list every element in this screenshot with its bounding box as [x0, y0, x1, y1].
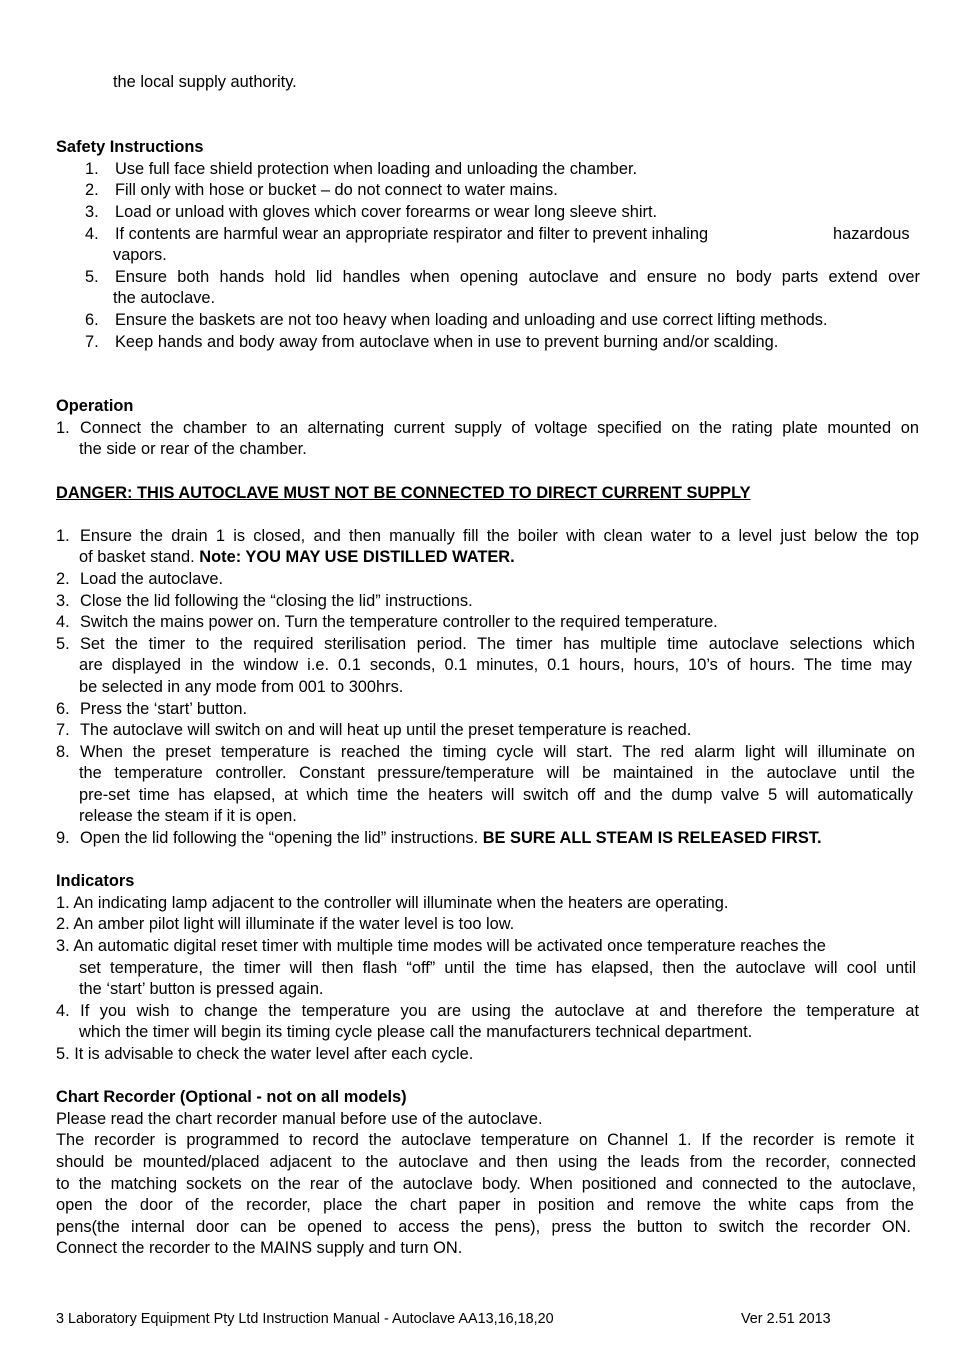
safety-item [85, 224, 708, 246]
item-continuation: release the steam if it is open. [79, 807, 297, 825]
item-number: 1. [56, 419, 70, 437]
item-text: Ensure the baskets are not too heavy when loading and unloading and use correct lifting methods. [115, 311, 828, 329]
indicator-item: 4. If you wish to change the temperature you are using the autoclave at and therefore the temperature at [56, 1002, 919, 1020]
item-number: 5. [56, 635, 70, 653]
item-text: Press the ‘start’ button. [80, 700, 248, 718]
operation-step [56, 526, 919, 548]
item-text: Fill only with hose or bucket – do not connect to water mains. [115, 181, 558, 199]
item-number: 7. [85, 333, 99, 351]
indicator-item: 5. It is advisable to check the water level after each cycle. [56, 1045, 474, 1063]
item-text: Keep hands and body away from autoclave when in use to prevent burning and/or scalding. [115, 333, 779, 351]
operation-step [56, 742, 915, 764]
paragraph-line: The recorder is programmed to record the autoclave temperature on Channel 1. If the recorder is remote it [56, 1131, 914, 1149]
item-text: If contents are harmful wear an appropriate respirator and filter to prevent inhaling [115, 225, 709, 243]
item-continuation: be selected in any mode from 001 to 300hrs. [79, 678, 404, 696]
chart-recorder-heading: Chart Recorder (Optional - not on all models) [56, 1088, 407, 1106]
paragraph-line: Please read the chart recorder manual before use of the autoclave. [56, 1110, 543, 1128]
indicator-item: 3. An automatic digital reset timer with multiple time modes will be activated once temperature reaches the [56, 937, 826, 955]
operation-step [56, 634, 915, 656]
safety-heading: Safety Instructions [56, 138, 204, 156]
operation-step [56, 720, 691, 742]
item-continuation: the ‘start’ button is pressed again. [79, 980, 324, 998]
item-text: The autoclave will switch on and will heat up until the preset temperature is reached. [80, 721, 692, 739]
item-continuation: which the timer will begin its timing cycle please call the manufacturers technical department. [79, 1023, 753, 1041]
item-number: 6. [56, 700, 70, 718]
safety-item [85, 310, 828, 332]
paragraph-line: should be mounted/placed adjacent to the autoclave and then using the leads from the recorder, connected [56, 1153, 916, 1171]
item-number: 4. [56, 613, 70, 631]
item-continuation: pre-set time has elapsed, at which time the heaters will switch off and the dump valve 5 will automatically [79, 786, 913, 804]
danger-warning: DANGER: THIS AUTOCLAVE MUST NOT BE CONNECTED TO DIRECT CURRENT SUPPLY [56, 484, 751, 502]
paragraph-line: to the matching sockets on the rear of the autoclave body. When positioned and connected to the autoclave, [56, 1175, 916, 1193]
item-text: Load the autoclave. [80, 570, 224, 588]
warning-text: BE SURE ALL STEAM IS RELEASED FIRST. [482, 829, 822, 847]
item-number: 6. [85, 311, 99, 329]
item-number: 9. [56, 829, 70, 847]
operation-step [56, 569, 223, 591]
note-text: Note: YOU MAY USE DISTILLED WATER. [199, 548, 515, 566]
item-text: of basket stand. [79, 548, 200, 566]
safety-item [85, 180, 558, 202]
paragraph-line: open the door of the recorder, place the chart paper in position and remove the white caps from the [56, 1196, 914, 1214]
item-text: Use full face shield protection when loading and unloading the chamber. [115, 160, 638, 178]
item-text: Switch the mains power on. Turn the temperature controller to the required temperature. [80, 613, 718, 631]
item-number: 4. [85, 225, 99, 243]
footer-version: Ver 2.51 2013 [741, 1311, 831, 1327]
footer-title: 3 Laboratory Equipment Pty Ltd Instruction Manual - Autoclave AA13,16,18,20 [56, 1311, 554, 1327]
item-continuation: vapors. [113, 246, 167, 264]
item-continuation: set temperature, the timer will then flash “off” until the time has elapsed, then the autoclave will cool until [79, 959, 916, 977]
operation-heading: Operation [56, 397, 134, 415]
operation-item [56, 418, 919, 440]
item-number: 7. [56, 721, 70, 739]
indicator-item: 1. An indicating lamp adjacent to the controller will illuminate when the heaters are operating. [56, 894, 729, 912]
operation-step [56, 612, 718, 634]
safety-item [85, 332, 778, 354]
item-number: 3. [56, 592, 70, 610]
item-text: Load or unload with gloves which cover forearms or wear long sleeve shirt. [115, 203, 658, 221]
item-continuation: are displayed in the window i.e. 0.1 seconds, 0.1 minutes, 0.1 hours, hours, 10’s of hours. The time may [79, 656, 912, 674]
item-number: 1. [85, 160, 99, 178]
item-text: Ensure both hands hold lid handles when opening autoclave and ensure no body parts extend over [115, 268, 920, 286]
item-number: 2. [56, 570, 70, 588]
item-continuation: the autoclave. [113, 289, 216, 307]
item-text: Open the lid following the “opening the lid” instructions. [80, 829, 483, 847]
paragraph-line: pens(the internal door can be opened to access the pens), press the button to switch the recorder ON. [56, 1218, 911, 1236]
item-continuation [79, 547, 515, 569]
operation-step [56, 828, 822, 850]
item-continuation: the temperature controller. Constant pressure/temperature will be maintained in the autoclave until the [79, 764, 915, 782]
item-number: 8. [56, 743, 70, 761]
continued-text: the local supply authority. [113, 73, 297, 91]
item-text: hazardous [833, 225, 910, 243]
item-text: Close the lid following the “closing the lid” instructions. [80, 592, 473, 610]
item-number: 2. [85, 181, 99, 199]
item-text: Ensure the drain 1 is closed, and then manually fill the boiler with clean water to a level just below the top [80, 527, 919, 545]
item-continuation: the side or rear of the chamber. [79, 440, 307, 458]
indicators-heading: Indicators [56, 872, 135, 890]
indicator-item: 2. An amber pilot light will illuminate if the water level is too low. [56, 915, 515, 933]
paragraph-line: Connect the recorder to the MAINS supply and turn ON. [56, 1239, 463, 1257]
operation-step [56, 699, 247, 721]
item-number: 5. [85, 268, 99, 286]
safety-item [85, 202, 657, 224]
item-number: 1. [56, 527, 70, 545]
item-text: When the preset temperature is reached the timing cycle will start. The red alarm light will illuminate on [80, 743, 915, 761]
item-text: Connect the chamber to an alternating current supply of voltage specified on the rating plate mounted on [80, 419, 919, 437]
operation-step [56, 591, 473, 613]
safety-item [85, 267, 920, 289]
safety-item [85, 159, 637, 181]
item-text: Set the timer to the required sterilisation period. The timer has multiple time autoclave selections which [80, 635, 915, 653]
item-number: 3. [85, 203, 99, 221]
